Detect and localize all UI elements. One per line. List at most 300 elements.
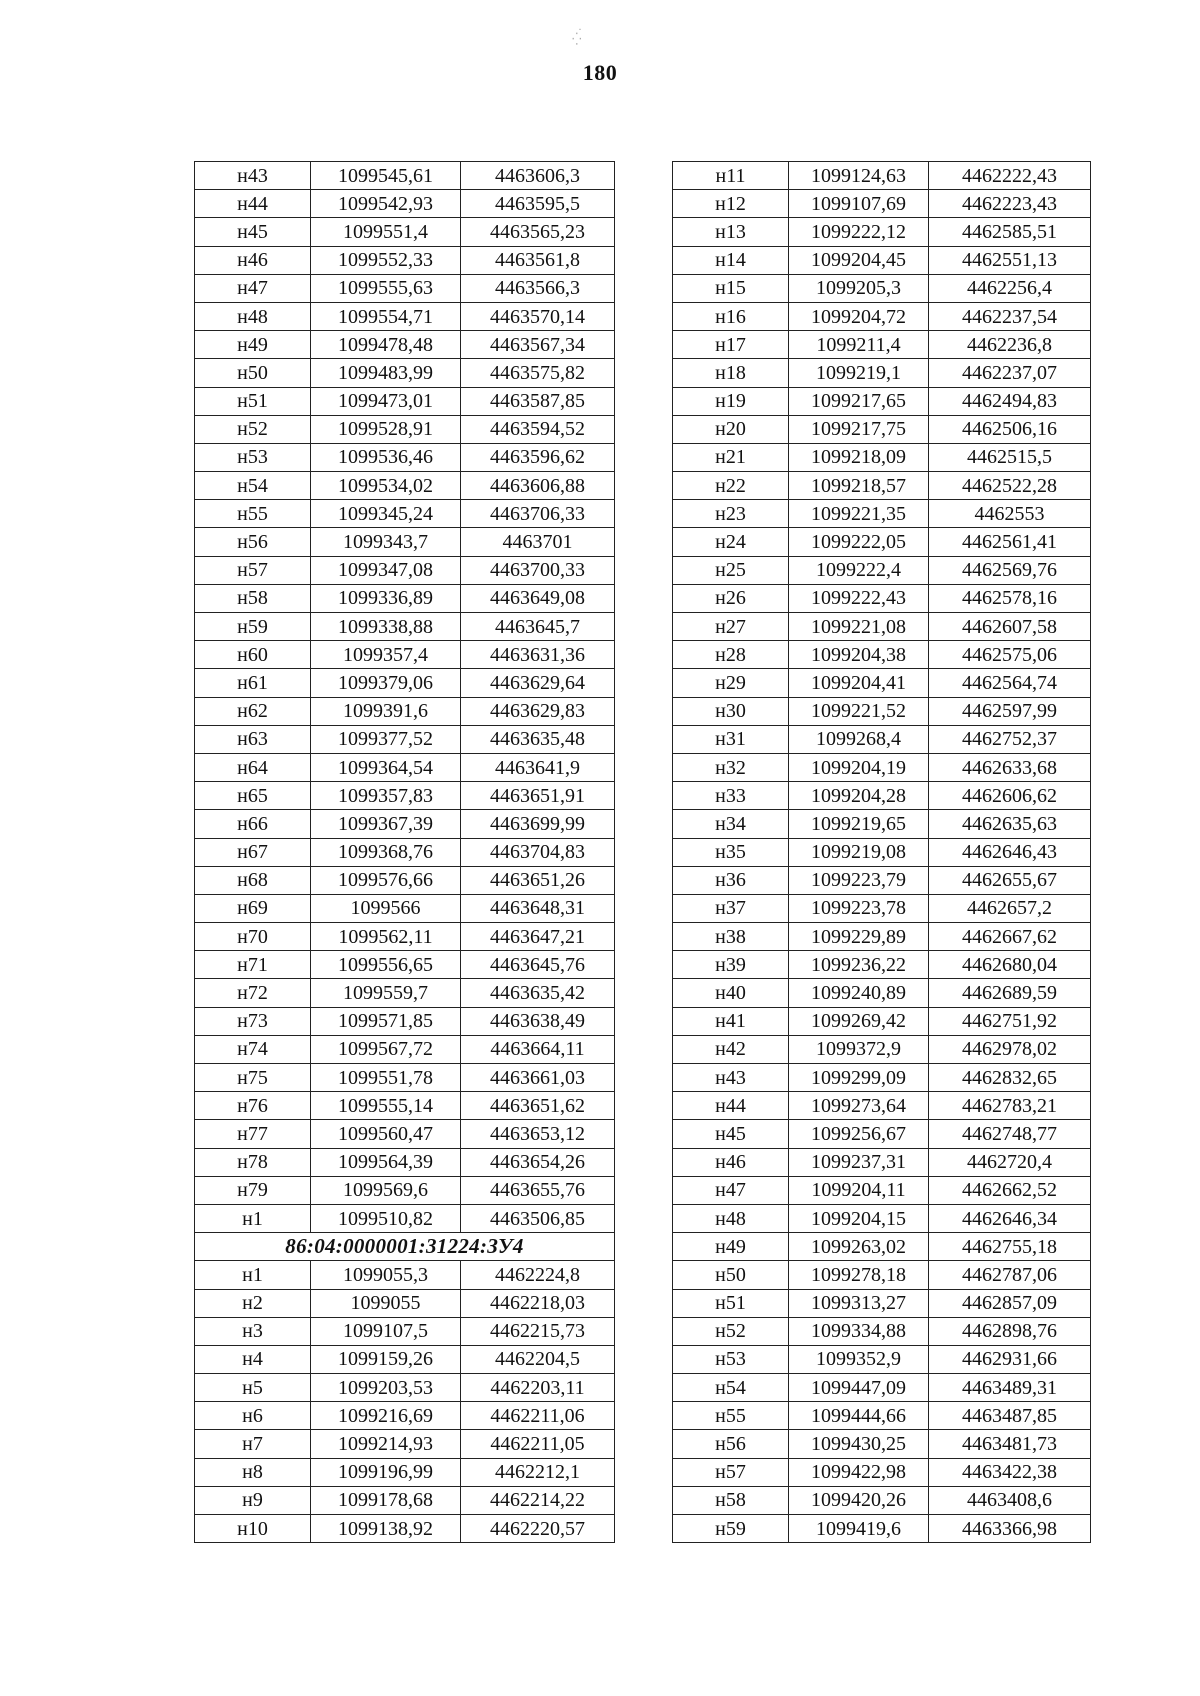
point-id-cell: н35	[673, 838, 789, 866]
y-coordinate-cell: 4462494,83	[929, 387, 1091, 415]
table-row	[673, 556, 1091, 584]
y-coordinate-cell: 4462832,65	[929, 1064, 1091, 1092]
point-id-cell: н65	[195, 782, 311, 810]
x-coordinate-cell: 1099216,69	[311, 1402, 461, 1430]
y-coordinate-cell: 4462256,4	[929, 274, 1091, 302]
table-row	[673, 443, 1091, 471]
point-id-cell: н21	[673, 443, 789, 471]
table-row	[195, 274, 615, 302]
x-coordinate-cell: 1099552,33	[311, 246, 461, 274]
table-row	[673, 528, 1091, 556]
point-id-cell: н49	[195, 331, 311, 359]
y-coordinate-cell: 4463565,23	[461, 218, 615, 246]
x-coordinate-cell: 1099211,4	[789, 331, 929, 359]
y-coordinate-cell: 4462720,4	[929, 1148, 1091, 1176]
x-coordinate-cell: 1099478,48	[311, 331, 461, 359]
x-coordinate-cell: 1099536,46	[311, 443, 461, 471]
table-row	[195, 387, 615, 415]
table-row	[673, 782, 1091, 810]
point-id-cell: н59	[673, 1515, 789, 1543]
x-coordinate-cell: 1099273,64	[789, 1092, 929, 1120]
x-coordinate-cell: 1099217,75	[789, 415, 929, 443]
point-id-cell: н15	[673, 274, 789, 302]
x-coordinate-cell: 1099268,4	[789, 725, 929, 753]
table-row	[195, 302, 615, 330]
point-id-cell: н68	[195, 866, 311, 894]
y-coordinate-cell: 4462635,63	[929, 810, 1091, 838]
x-coordinate-cell: 1099219,65	[789, 810, 929, 838]
x-coordinate-cell: 1099204,41	[789, 669, 929, 697]
x-coordinate-cell: 1099299,09	[789, 1064, 929, 1092]
y-coordinate-cell: 4462680,04	[929, 951, 1091, 979]
table-row	[673, 838, 1091, 866]
point-id-cell: н16	[673, 302, 789, 330]
y-coordinate-cell: 4463701	[461, 528, 615, 556]
y-coordinate-cell: 4463649,08	[461, 584, 615, 612]
table-row	[673, 1261, 1091, 1289]
x-coordinate-cell: 1099222,12	[789, 218, 929, 246]
table-row	[673, 866, 1091, 894]
table-row	[195, 979, 615, 1007]
x-coordinate-cell: 1099567,72	[311, 1035, 461, 1063]
y-coordinate-cell: 4462214,22	[461, 1486, 615, 1514]
x-coordinate-cell: 1099473,01	[311, 387, 461, 415]
x-coordinate-cell: 1099560,47	[311, 1120, 461, 1148]
table-row	[195, 1515, 615, 1543]
table-row	[195, 697, 615, 725]
x-coordinate-cell: 1099534,02	[311, 472, 461, 500]
point-id-cell: н62	[195, 697, 311, 725]
table-row	[673, 697, 1091, 725]
table-row	[673, 979, 1091, 1007]
point-id-cell: н59	[195, 613, 311, 641]
y-coordinate-cell: 4463655,76	[461, 1176, 615, 1204]
table-row	[673, 951, 1091, 979]
y-coordinate-cell: 4462606,62	[929, 782, 1091, 810]
point-id-cell: н36	[673, 866, 789, 894]
table-row	[195, 1458, 615, 1486]
point-id-cell: н22	[673, 472, 789, 500]
point-id-cell: н55	[195, 500, 311, 528]
point-id-cell: н44	[673, 1092, 789, 1120]
y-coordinate-cell: 4462633,68	[929, 753, 1091, 781]
point-id-cell: н38	[673, 923, 789, 951]
table-row	[195, 1204, 615, 1232]
y-coordinate-cell: 4463629,64	[461, 669, 615, 697]
point-id-cell: н46	[673, 1148, 789, 1176]
y-coordinate-cell: 4462515,5	[929, 443, 1091, 471]
table-row	[673, 415, 1091, 443]
table-row	[195, 1064, 615, 1092]
x-coordinate-cell: 1099430,25	[789, 1430, 929, 1458]
point-id-cell: н73	[195, 1007, 311, 1035]
x-coordinate-cell: 1099204,72	[789, 302, 929, 330]
table-row	[673, 1204, 1091, 1232]
point-id-cell: н45	[195, 218, 311, 246]
x-coordinate-cell: 1099551,78	[311, 1064, 461, 1092]
x-coordinate-cell: 1099559,7	[311, 979, 461, 1007]
table-row	[195, 246, 615, 274]
x-coordinate-cell: 1099218,57	[789, 472, 929, 500]
x-coordinate-cell: 1099569,6	[311, 1176, 461, 1204]
x-coordinate-cell: 1099336,89	[311, 584, 461, 612]
y-coordinate-cell: 4463575,82	[461, 359, 615, 387]
x-coordinate-cell: 1099229,89	[789, 923, 929, 951]
table-row	[673, 1402, 1091, 1430]
y-coordinate-cell: 4463561,8	[461, 246, 615, 274]
point-id-cell: н41	[673, 1007, 789, 1035]
x-coordinate-cell: 1099357,4	[311, 641, 461, 669]
x-coordinate-cell: 1099222,4	[789, 556, 929, 584]
point-id-cell: н43	[195, 162, 311, 190]
y-coordinate-cell: 4463699,99	[461, 810, 615, 838]
table-row	[673, 359, 1091, 387]
table-row	[673, 331, 1091, 359]
x-coordinate-cell: 1099377,52	[311, 725, 461, 753]
y-coordinate-cell: 4462597,99	[929, 697, 1091, 725]
point-id-cell: н44	[195, 190, 311, 218]
point-id-cell: н37	[673, 894, 789, 922]
y-coordinate-cell: 4462237,07	[929, 359, 1091, 387]
x-coordinate-cell: 1099564,39	[311, 1148, 461, 1176]
point-id-cell: н45	[673, 1120, 789, 1148]
x-coordinate-cell: 1099269,42	[789, 1007, 929, 1035]
x-coordinate-cell: 1099347,08	[311, 556, 461, 584]
x-coordinate-cell: 1099343,7	[311, 528, 461, 556]
y-coordinate-cell: 4462655,67	[929, 866, 1091, 894]
x-coordinate-cell: 1099203,53	[311, 1374, 461, 1402]
cadastral-number-heading: 86:04:0000001:31224:ЗУ4	[195, 1233, 615, 1261]
section-header-row	[195, 1233, 615, 1261]
table-row	[195, 415, 615, 443]
point-id-cell: н30	[673, 697, 789, 725]
x-coordinate-cell: 1099204,11	[789, 1176, 929, 1204]
x-coordinate-cell: 1099367,39	[311, 810, 461, 838]
y-coordinate-cell: 4463700,33	[461, 556, 615, 584]
x-coordinate-cell: 1099313,27	[789, 1289, 929, 1317]
y-coordinate-cell: 4462978,02	[929, 1035, 1091, 1063]
point-id-cell: н9	[195, 1486, 311, 1514]
y-coordinate-cell: 4462211,05	[461, 1430, 615, 1458]
y-coordinate-cell: 4463487,85	[929, 1402, 1091, 1430]
x-coordinate-cell: 1099219,08	[789, 838, 929, 866]
point-id-cell: н57	[673, 1458, 789, 1486]
point-id-cell: н13	[673, 218, 789, 246]
x-coordinate-cell: 1099555,14	[311, 1092, 461, 1120]
table-row	[195, 1261, 615, 1289]
x-coordinate-cell: 1099221,52	[789, 697, 929, 725]
point-id-cell: н79	[195, 1176, 311, 1204]
y-coordinate-cell: 4462236,8	[929, 331, 1091, 359]
point-id-cell: н56	[195, 528, 311, 556]
table-row	[195, 190, 615, 218]
table-row	[673, 613, 1091, 641]
y-coordinate-cell: 4463489,31	[929, 1374, 1091, 1402]
table-row	[195, 838, 615, 866]
y-coordinate-cell: 4462575,06	[929, 641, 1091, 669]
y-coordinate-cell: 4462224,8	[461, 1261, 615, 1289]
x-coordinate-cell: 1099217,65	[789, 387, 929, 415]
table-row	[673, 472, 1091, 500]
table-row	[195, 472, 615, 500]
y-coordinate-cell: 4463651,91	[461, 782, 615, 810]
point-id-cell: н39	[673, 951, 789, 979]
point-id-cell: н54	[195, 472, 311, 500]
x-coordinate-cell: 1099345,24	[311, 500, 461, 528]
x-coordinate-cell: 1099364,54	[311, 753, 461, 781]
point-id-cell: н14	[673, 246, 789, 274]
point-id-cell: н76	[195, 1092, 311, 1120]
table-row	[673, 218, 1091, 246]
x-coordinate-cell: 1099222,43	[789, 584, 929, 612]
point-id-cell: н5	[195, 1374, 311, 1402]
y-coordinate-cell: 4463587,85	[461, 387, 615, 415]
table-row	[673, 1289, 1091, 1317]
point-id-cell: н49	[673, 1233, 789, 1261]
table-row	[195, 810, 615, 838]
point-id-cell: н74	[195, 1035, 311, 1063]
x-coordinate-cell: 1099196,99	[311, 1458, 461, 1486]
table-row	[673, 1486, 1091, 1514]
y-coordinate-cell: 4462218,03	[461, 1289, 615, 1317]
point-id-cell: н75	[195, 1064, 311, 1092]
y-coordinate-cell: 4463638,49	[461, 1007, 615, 1035]
x-coordinate-cell: 1099204,15	[789, 1204, 929, 1232]
y-coordinate-cell: 4462215,73	[461, 1317, 615, 1345]
y-coordinate-cell: 4462585,51	[929, 218, 1091, 246]
point-id-cell: н19	[673, 387, 789, 415]
x-coordinate-cell: 1099576,66	[311, 866, 461, 894]
x-coordinate-cell: 1099218,09	[789, 443, 929, 471]
table-row	[195, 613, 615, 641]
point-id-cell: н77	[195, 1120, 311, 1148]
y-coordinate-cell: 4462607,58	[929, 613, 1091, 641]
x-coordinate-cell: 1099237,31	[789, 1148, 929, 1176]
point-id-cell: н1	[195, 1204, 311, 1232]
table-row	[673, 584, 1091, 612]
point-id-cell: н17	[673, 331, 789, 359]
y-coordinate-cell: 4463645,7	[461, 613, 615, 641]
x-coordinate-cell: 1099055,3	[311, 1261, 461, 1289]
y-coordinate-cell: 4463635,48	[461, 725, 615, 753]
table-row	[673, 190, 1091, 218]
y-coordinate-cell: 4463635,42	[461, 979, 615, 1007]
point-id-cell: н64	[195, 753, 311, 781]
point-id-cell: н26	[673, 584, 789, 612]
table-row	[195, 1007, 615, 1035]
y-coordinate-cell: 4462578,16	[929, 584, 1091, 612]
table-row	[195, 951, 615, 979]
point-id-cell: н27	[673, 613, 789, 641]
point-id-cell: н51	[195, 387, 311, 415]
table-row	[195, 782, 615, 810]
point-id-cell: н63	[195, 725, 311, 753]
point-id-cell: н28	[673, 641, 789, 669]
y-coordinate-cell: 4463606,3	[461, 162, 615, 190]
table-row	[673, 1035, 1091, 1063]
table-row	[673, 1374, 1091, 1402]
table-row	[195, 1120, 615, 1148]
table-row	[673, 1317, 1091, 1345]
x-coordinate-cell: 1099510,82	[311, 1204, 461, 1232]
y-coordinate-cell: 4463648,31	[461, 894, 615, 922]
table-row	[673, 1515, 1091, 1543]
table-row	[195, 641, 615, 669]
point-id-cell: н32	[673, 753, 789, 781]
table-row	[195, 725, 615, 753]
y-coordinate-cell: 4462662,52	[929, 1176, 1091, 1204]
y-coordinate-cell: 4462755,18	[929, 1233, 1091, 1261]
x-coordinate-cell: 1099420,26	[789, 1486, 929, 1514]
point-id-cell: н3	[195, 1317, 311, 1345]
table-row	[673, 1458, 1091, 1486]
point-id-cell: н40	[673, 979, 789, 1007]
x-coordinate-cell: 1099422,98	[789, 1458, 929, 1486]
table-row	[673, 274, 1091, 302]
table-row	[673, 387, 1091, 415]
point-id-cell: н34	[673, 810, 789, 838]
y-coordinate-cell: 4463706,33	[461, 500, 615, 528]
point-id-cell: н55	[673, 1402, 789, 1430]
point-id-cell: н54	[673, 1374, 789, 1402]
point-id-cell: н1	[195, 1261, 311, 1289]
x-coordinate-cell: 1099352,9	[789, 1345, 929, 1373]
point-id-cell: н25	[673, 556, 789, 584]
x-coordinate-cell: 1099138,92	[311, 1515, 461, 1543]
x-coordinate-cell: 1099107,5	[311, 1317, 461, 1345]
table-row	[673, 894, 1091, 922]
table-row	[195, 1289, 615, 1317]
x-coordinate-cell: 1099159,26	[311, 1345, 461, 1373]
table-row	[673, 1120, 1091, 1148]
point-id-cell: н11	[673, 162, 789, 190]
y-coordinate-cell: 4463596,62	[461, 443, 615, 471]
table-row	[195, 500, 615, 528]
point-id-cell: н69	[195, 894, 311, 922]
point-id-cell: н6	[195, 1402, 311, 1430]
table-row	[673, 1148, 1091, 1176]
x-coordinate-cell: 1099556,65	[311, 951, 461, 979]
y-coordinate-cell: 4462646,43	[929, 838, 1091, 866]
table-row	[673, 1345, 1091, 1373]
table-row	[195, 1148, 615, 1176]
y-coordinate-cell: 4462222,43	[929, 162, 1091, 190]
point-id-cell: н57	[195, 556, 311, 584]
x-coordinate-cell: 1099357,83	[311, 782, 461, 810]
x-coordinate-cell: 1099334,88	[789, 1317, 929, 1345]
y-coordinate-cell: 4463654,26	[461, 1148, 615, 1176]
y-coordinate-cell: 4463664,11	[461, 1035, 615, 1063]
point-id-cell: н8	[195, 1458, 311, 1486]
y-coordinate-cell: 4463481,73	[929, 1430, 1091, 1458]
x-coordinate-cell: 1099368,76	[311, 838, 461, 866]
y-coordinate-cell: 4463422,38	[929, 1458, 1091, 1486]
coordinates-table-right	[672, 161, 1091, 1543]
table-row	[195, 359, 615, 387]
table-row	[195, 218, 615, 246]
table-row	[673, 302, 1091, 330]
y-coordinate-cell: 4463704,83	[461, 838, 615, 866]
y-coordinate-cell: 4462203,11	[461, 1374, 615, 1402]
x-coordinate-cell: 1099555,63	[311, 274, 461, 302]
x-coordinate-cell: 1099566	[311, 894, 461, 922]
table-row	[195, 584, 615, 612]
x-coordinate-cell: 1099124,63	[789, 162, 929, 190]
table-row	[673, 725, 1091, 753]
table-row	[195, 1345, 615, 1373]
page-number: 180	[582, 60, 618, 85]
x-coordinate-cell: 1099562,11	[311, 923, 461, 951]
table-row	[195, 556, 615, 584]
x-coordinate-cell: 1099107,69	[789, 190, 929, 218]
table-row	[195, 1317, 615, 1345]
table-row	[673, 500, 1091, 528]
x-coordinate-cell: 1099205,3	[789, 274, 929, 302]
point-id-cell: н70	[195, 923, 311, 951]
y-coordinate-cell: 4463661,03	[461, 1064, 615, 1092]
x-coordinate-cell: 1099204,45	[789, 246, 929, 274]
point-id-cell: н42	[673, 1035, 789, 1063]
x-coordinate-cell: 1099483,99	[311, 359, 461, 387]
point-id-cell: н71	[195, 951, 311, 979]
point-id-cell: н23	[673, 500, 789, 528]
y-coordinate-cell: 4462748,77	[929, 1120, 1091, 1148]
x-coordinate-cell: 1099391,6	[311, 697, 461, 725]
point-id-cell: н12	[673, 190, 789, 218]
x-coordinate-cell: 1099444,66	[789, 1402, 929, 1430]
y-coordinate-cell: 4463606,88	[461, 472, 615, 500]
x-coordinate-cell: 1099236,22	[789, 951, 929, 979]
x-coordinate-cell: 1099528,91	[311, 415, 461, 443]
point-id-cell: н51	[673, 1289, 789, 1317]
point-id-cell: н47	[195, 274, 311, 302]
point-id-cell: н58	[673, 1486, 789, 1514]
point-id-cell: н47	[673, 1176, 789, 1204]
table-row	[673, 923, 1091, 951]
table-row	[195, 753, 615, 781]
y-coordinate-cell: 4462553	[929, 500, 1091, 528]
y-coordinate-cell: 4462646,34	[929, 1204, 1091, 1232]
y-coordinate-cell: 4462223,43	[929, 190, 1091, 218]
x-coordinate-cell: 1099372,9	[789, 1035, 929, 1063]
point-id-cell: н52	[673, 1317, 789, 1345]
y-coordinate-cell: 4462204,5	[461, 1345, 615, 1373]
table-row	[195, 528, 615, 556]
point-id-cell: н7	[195, 1430, 311, 1458]
table-row	[195, 923, 615, 951]
table-row	[195, 1402, 615, 1430]
point-id-cell: н66	[195, 810, 311, 838]
point-id-cell: н2	[195, 1289, 311, 1317]
x-coordinate-cell: 1099223,79	[789, 866, 929, 894]
point-id-cell: н72	[195, 979, 311, 1007]
x-coordinate-cell: 1099256,67	[789, 1120, 929, 1148]
table-row	[673, 810, 1091, 838]
point-id-cell: н24	[673, 528, 789, 556]
y-coordinate-cell: 4462212,1	[461, 1458, 615, 1486]
point-id-cell: н67	[195, 838, 311, 866]
y-coordinate-cell: 4463647,21	[461, 923, 615, 951]
point-id-cell: н46	[195, 246, 311, 274]
table-row	[673, 1233, 1091, 1261]
table-row	[195, 1374, 615, 1402]
table-row	[195, 331, 615, 359]
y-coordinate-cell: 4462211,06	[461, 1402, 615, 1430]
point-id-cell: н52	[195, 415, 311, 443]
y-coordinate-cell: 4462522,28	[929, 472, 1091, 500]
table-row	[195, 1486, 615, 1514]
y-coordinate-cell: 4462783,21	[929, 1092, 1091, 1120]
